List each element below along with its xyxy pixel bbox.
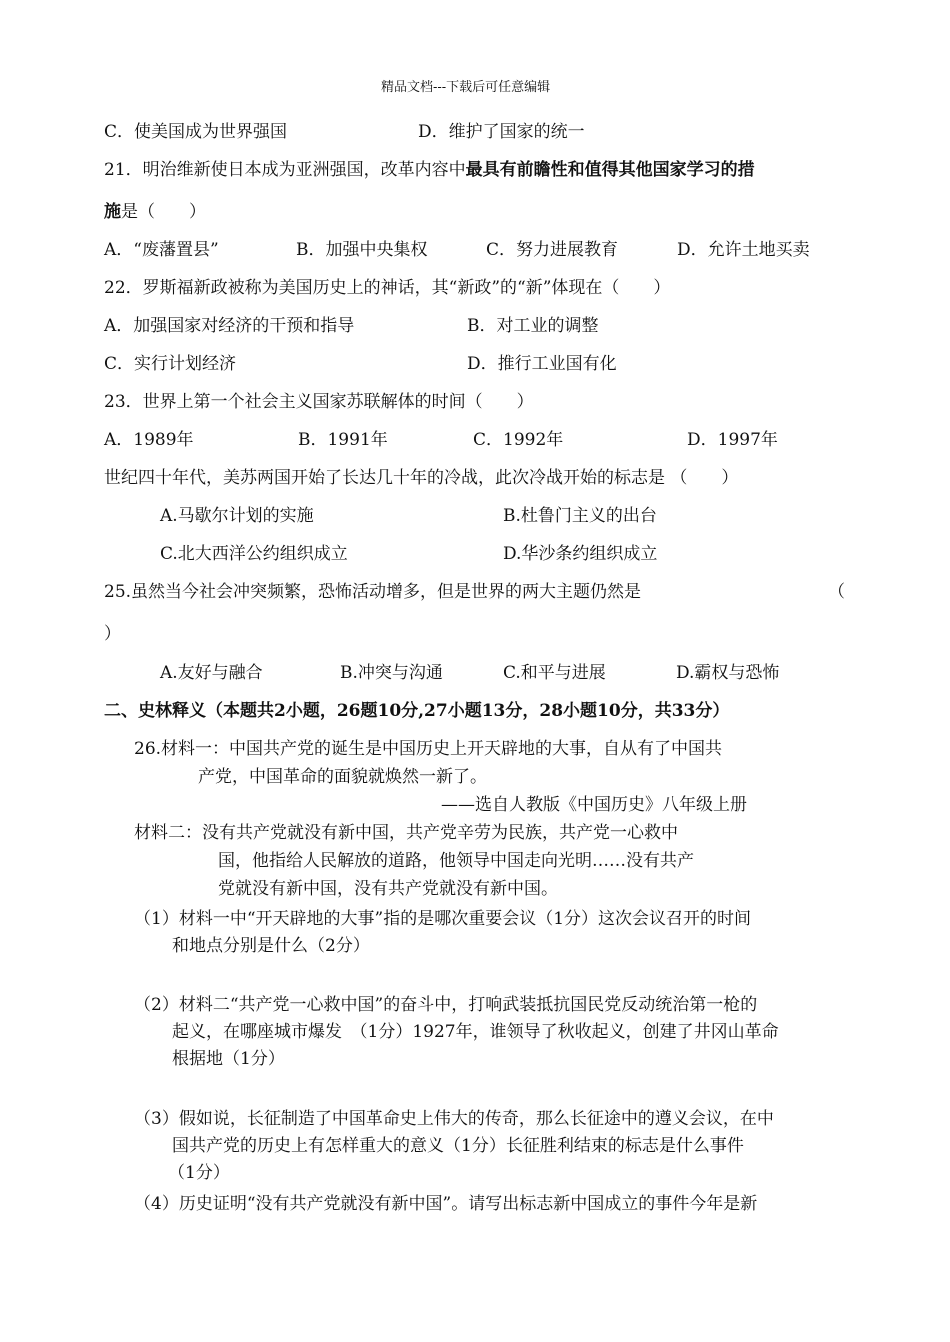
q25-paren-open: （ <box>828 582 845 602</box>
q23-option-c: C．1992年 <box>473 430 564 450</box>
q23-stem: 23．世界上第一个社会主义国家苏联解体的时间（ ） <box>104 392 534 412</box>
q26-material-2-line3: 党就没有新中国，没有共产党就没有新中国。 <box>218 879 558 899</box>
q26-sub3-line2: 国共产党的历史上有怎样重大的意义（1分）长征胜利结束的标志是什么事件 <box>172 1136 744 1156</box>
page-header: 精品文档---下载后可任意编辑 <box>381 80 551 95</box>
q26-sub3-line1: （3）假如说，长征制造了中国革命史上伟大的传奇，那么长征途中的遵义会议，在中 <box>134 1109 774 1129</box>
q24-option-a: A.马歇尔计划的实施 <box>160 506 314 526</box>
q22-option-b: B．对工业的调整 <box>467 316 599 336</box>
q24-option-d: D.华沙条约组织成立 <box>503 544 658 564</box>
q24-stem: 世纪四十年代，美苏两国开始了长达几十年的冷战，此次冷战开始的标志是 （ ） <box>104 468 739 488</box>
q20-option-c: C．使美国成为世界强国 <box>104 122 288 142</box>
q26-material-2-line2: 国，他指给人民解放的道路，他领导中国走向光明……没有共产 <box>218 851 694 871</box>
q22-option-d: D．推行工业国有化 <box>467 354 617 374</box>
q23-option-b: B．1991年 <box>298 430 388 450</box>
q26-sub1-line2: 和地点分别是什么（2分） <box>172 936 370 956</box>
q25-option-d: D.霸权与恐怖 <box>676 663 780 683</box>
q25-stem: 25.虽然当今社会冲突频繁，恐怖活动增多，但是世界的两大主题仍然是 <box>104 582 642 602</box>
q26-sub2-line3: 根据地（1分） <box>172 1049 285 1069</box>
q25-option-c: C.和平与进展 <box>503 663 606 683</box>
q25-option-a: A.友好与融合 <box>160 663 263 683</box>
q24-option-b: B.杜鲁门主义的出台 <box>503 506 657 526</box>
q21-stem-emphasis-end: 施 <box>104 202 121 222</box>
q26-material-2-line1: 材料二：没有共产党就没有新中国，共产党辛劳为民族，共产党一心救中 <box>134 823 678 843</box>
q21-stem-line1 <box>104 159 755 181</box>
q21-option-b: B．加强中央集权 <box>296 240 428 260</box>
q24-option-c: C.北大西洋公约组织成立 <box>160 544 348 564</box>
q26-sub2-line1: （2）材料二“共产党一心救中国”的奋斗中，打响武装抵抗国民党反动统治第一枪的 <box>134 995 758 1015</box>
q21-option-a: A．“废藩置县” <box>104 240 219 260</box>
q21-option-d: D．允许土地买卖 <box>677 240 810 260</box>
q21-stem-text: 21．明治维新使日本成为亚洲强国，改革内容中 <box>104 160 466 180</box>
section-2-heading: 二、史林释义（本题共2小题，26题10分,27小题13分，28小题10分，共33分） <box>104 701 730 721</box>
q26-material-1-line2: 产党，中国革命的面貌就焕然一新了。 <box>198 767 487 787</box>
q23-option-d: D．1997年 <box>687 430 778 450</box>
q26-sub1-line1: （1）材料一中“开天辟地的大事”指的是哪次重要会议（1分）这次会议召开的时间 <box>134 909 752 929</box>
q26-material-1-line1: 26.材料一：中国共产党的诞生是中国历史上开天辟地的大事，自从有了中国共 <box>134 739 723 759</box>
q26-sub4-line1: （4）历史证明“没有共产党就没有新中国”。请写出标志新中国成立的事件今年是新 <box>134 1194 758 1214</box>
q21-stem-line2 <box>104 201 206 223</box>
q23-option-a: A．1989年 <box>104 430 194 450</box>
q20-option-d: D．维护了国家的统一 <box>418 122 585 142</box>
q21-stem-emphasis: 最具有前瞻性和值得其他国家学习的措 <box>465 160 755 180</box>
q21-option-c: C．努力进展教育 <box>486 240 619 260</box>
q21-stem-blank: 是（ ） <box>121 202 206 222</box>
q26-material-1-source: ——选自人教版《中国历史》八年级上册 <box>441 795 747 815</box>
q22-option-a: A．加强国家对经济的干预和指导 <box>104 316 355 336</box>
q22-stem: 22．罗斯福新政被称为美国历史上的神话，其“新政”的“新”体现在（ ） <box>104 278 671 298</box>
q25-paren-close: ） <box>104 624 121 644</box>
q22-option-c: C．实行计划经济 <box>104 354 237 374</box>
q26-sub2-line2: 起义，在哪座城市爆发 （1分）1927年，谁领导了秋收起义，创建了井冈山革命 <box>172 1022 779 1042</box>
q25-option-b: B.冲突与沟通 <box>340 663 443 683</box>
q26-sub3-line3: （1分） <box>168 1163 230 1183</box>
